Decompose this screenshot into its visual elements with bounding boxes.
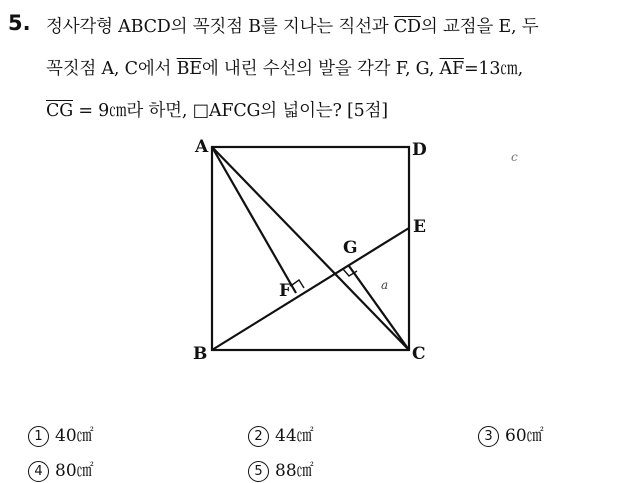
- line-be: [212, 228, 409, 350]
- segment-cd: $\overline{CD}$: [393, 17, 421, 37]
- label-d: D: [412, 140, 427, 160]
- margin-mark: c: [511, 150, 518, 164]
- label-a: A: [195, 137, 209, 157]
- choice-1[interactable]: 1 40㎠: [28, 421, 94, 447]
- label-b: B: [193, 344, 208, 364]
- handwritten-a: a: [381, 278, 389, 292]
- label-c: C: [412, 344, 426, 364]
- label-f: F: [279, 281, 292, 301]
- choice-2[interactable]: 2 44㎠: [248, 421, 314, 447]
- segment-be: $\overline{BE}$: [176, 59, 202, 79]
- right-angle-mark-f: [292, 280, 304, 288]
- diagonal-ac: [212, 147, 409, 350]
- segment-cg: $\overline{CG}$: [46, 101, 73, 121]
- question-text-line-2: 꼭짓점 A, C에서 $\overline{BE}$에 내린 수선의 발을 각각 F, G, $\overline{AF}=13㎝$,: [46, 59, 523, 79]
- label-e: E: [413, 217, 426, 237]
- choice-3[interactable]: 3 60㎠: [478, 421, 544, 447]
- perpendicular-cg: [349, 266, 409, 350]
- choice-5[interactable]: 5 88㎠: [248, 456, 314, 482]
- choice-4[interactable]: 4 80㎠: [28, 456, 94, 482]
- segment-af: $\overline{AF}$: [439, 59, 464, 79]
- question-number: 5.: [8, 11, 31, 35]
- question-text-line-3: $\overline{CG}$ = 9㎝라 하면, □AFCG의 넓이는? [5점]: [46, 101, 388, 121]
- label-g: G: [343, 238, 358, 258]
- question-text-line-1: 정사각형 ABCD의 꼭짓점 B를 지나는 직선과 $\overline{CD}$의 교점을 E, 두: [46, 17, 539, 37]
